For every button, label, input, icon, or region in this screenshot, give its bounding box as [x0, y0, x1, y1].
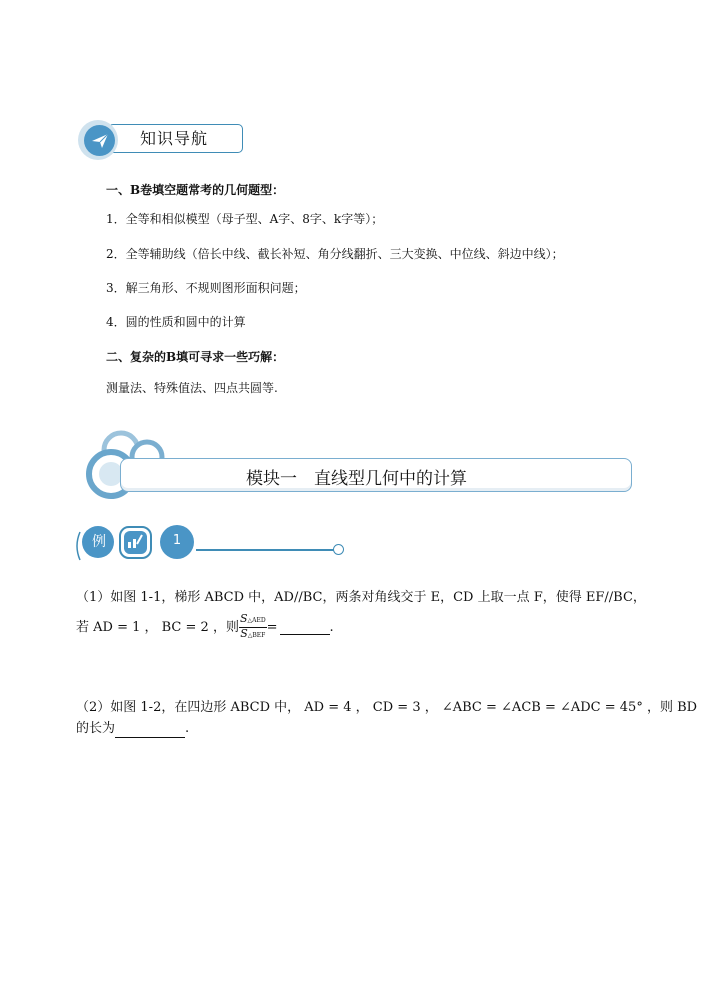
numerator-subscript: △AED [247, 617, 266, 624]
module-title: 模块一 直线型几何中的计算 [246, 469, 467, 489]
list-item-1: 1．全等和相似模型（母子型、A字、8字、k字等）； [106, 212, 384, 226]
example-label: 例 [92, 534, 106, 550]
list-item-3: 3．解三角形、不规则图形面积问题； [106, 281, 306, 295]
example-number: 1 [172, 533, 182, 548]
problem-1-line-1: （1）如图 1-1，梯形 ABCD 中，AD//BC，两条对角线交于 E，CD 上取一点 F，使得 EF//BC， [76, 590, 646, 605]
problem-1-line-2 [76, 613, 334, 642]
fraction-denominator: S [240, 627, 248, 640]
period: . [185, 721, 190, 736]
equals-sign: = [266, 619, 278, 635]
answer-blank-1 [280, 620, 330, 635]
answer-blank-2 [115, 723, 185, 738]
problem-1-condition: 若 AD = 1 ， BC = 2 ，则 [76, 619, 239, 635]
problem-2-line-1: （2）如图 1-2，在四边形 ABCD 中， AD = 4 ， CD = 3 ， ∠ABC = ∠ACB = ∠ADC = 45° ，则 BD [76, 700, 698, 715]
section-title: 知识导航 [140, 129, 209, 148]
problem-2-line-2 [76, 720, 189, 738]
heading-line-1: 一、B卷填空题常考的几何题型： [106, 183, 285, 197]
divider-end-dot [333, 544, 344, 555]
list-item-4: 4．圆的性质和圆中的计算 [106, 315, 246, 329]
problem-2-prompt: 的长为 [76, 721, 116, 736]
period: . [329, 619, 334, 635]
area-ratio-fraction [239, 613, 267, 642]
example-divider [196, 549, 336, 551]
tips-line: 测量法、特殊值法、四点共圆等. [106, 381, 278, 395]
fraction-numerator: S [239, 612, 248, 625]
list-item-2: 2．全等辅助线（倍长中线、截长补短、角分线翻折、三大变换、中位线、斜边中线）； [106, 247, 564, 261]
chart-pencil-icon [127, 533, 143, 549]
paper-plane-icon [84, 125, 115, 156]
heading-line-2: 二、复杂的B填可寻求一些巧解： [106, 350, 285, 364]
denominator-subscript: △BEF [247, 632, 266, 639]
